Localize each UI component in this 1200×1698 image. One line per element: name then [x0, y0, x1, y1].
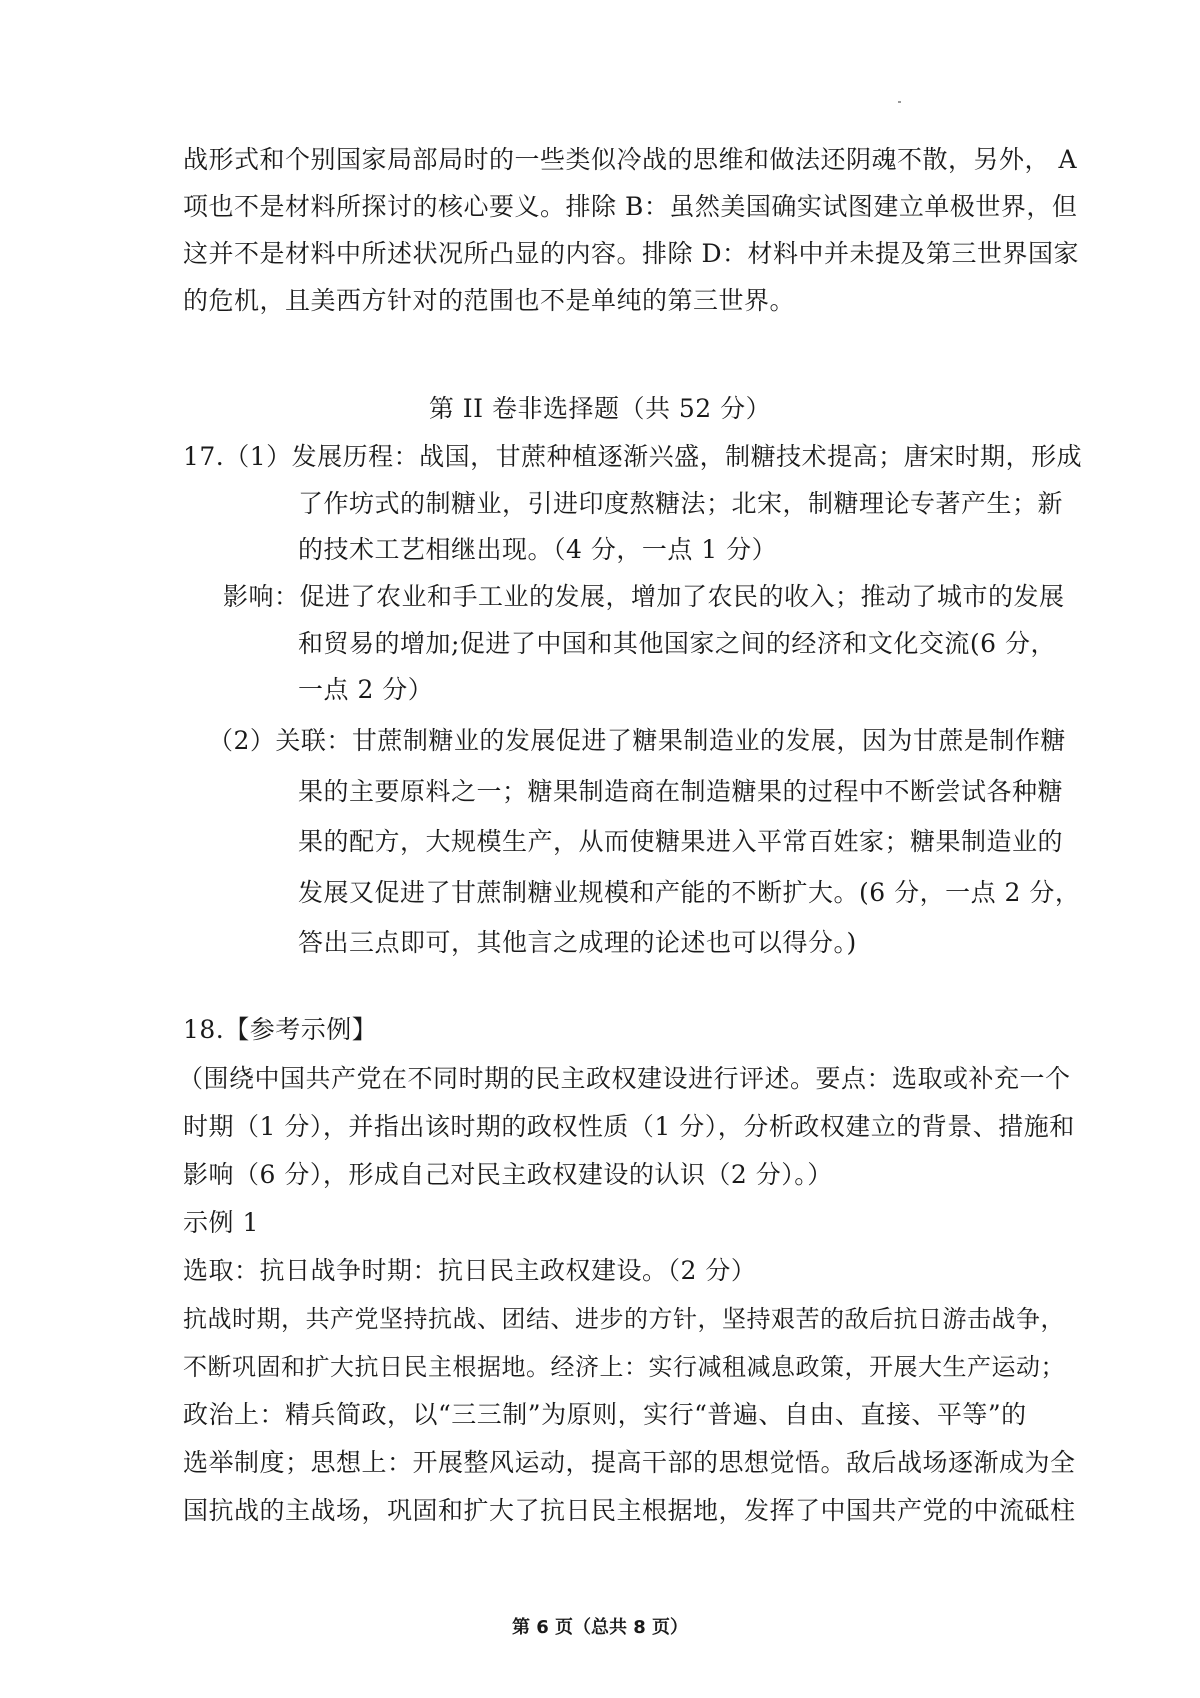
q18-body-line-4: 选举制度；思想上：开展整风运动，提高干部的思想觉悟。敌后战场逐渐成为全: [183, 1448, 1076, 1477]
q17-part1-line-3: 的技术工艺相继出现。（4 分，一点 1 分）: [298, 535, 778, 564]
q18-body-line-5: 国抗战的主战场，巩固和扩大了抗日民主根据地，发挥了中国共产党的中流砥柱: [183, 1496, 1076, 1525]
page-number-footer: 第 6 页（总共 8 页）: [511, 1617, 689, 1638]
intro-line-2: 项也不是材料所探讨的核心要义。排除 B：虽然美国确实试图建立单极世界，但: [183, 192, 1078, 221]
q17-impact-line-3: 一点 2 分）: [298, 675, 434, 704]
q18-example-label: 示例 1: [183, 1208, 259, 1237]
q17-part1-line-2: 了作坊式的制糖业，引进印度熬糖法；北宋，制糖理论专著产生；新: [298, 489, 1064, 518]
q18-guidance-line-1: （围绕中国共产党在不同时期的民主政权建设进行评述。要点：选取或补充一个: [178, 1064, 1071, 1093]
q17-part2-line-5: 答出三点即可，其他言之成理的论述也可以得分。): [298, 928, 857, 957]
intro-line-4: 的危机，且美西方针对的范围也不是单纯的第三世界。: [183, 286, 796, 315]
intro-line-1: 战形式和个别国家局部局时的一些类似冷战的思维和做法还阴魂不散，另外， A: [183, 145, 1078, 174]
scan-speck: [898, 101, 901, 103]
q17-impact-line-1: 影响：促进了农业和手工业的发展，增加了农民的收入；推动了城市的发展: [223, 582, 1065, 611]
q17-part2-line-4: 发展又促进了甘蔗制糖业规模和产能的不断扩大。(6 分，一点 2 分，: [298, 878, 1081, 907]
q18-selection: 选取：抗日战争时期：抗日民主政权建设。（2 分）: [183, 1256, 757, 1285]
q17-impact-line-2: 和贸易的增加;促进了中国和其他国家之间的经济和文化交流(6 分，: [298, 629, 1057, 658]
q18-body-line-2: 不断巩固和扩大抗日民主根据地。经济上：实行减租减息政策，开展大生产运动；: [183, 1353, 1065, 1381]
q17-part2-line-2: 果的主要原料之一；糖果制造商在制造糖果的过程中不断尝试各种糖: [298, 777, 1064, 806]
q17-part2-line-3: 果的配方，大规模生产，从而使糖果进入平常百姓家；糖果制造业的: [298, 827, 1064, 856]
q17-part1-line-1: 17.（1）发展历程：战国，甘蔗种植逐渐兴盛，制糖技术提高；唐宋时期，形成: [183, 442, 1083, 471]
q18-guidance-line-3: 影响（6 分），形成自己对民主政权建设的认识（2 分）。）: [183, 1160, 833, 1189]
q18-body-line-3: 政治上：精兵简政，以“三三制”为原则，实行“普遍、自由、直接、平等”的: [183, 1400, 1027, 1429]
section-title: 第 II 卷非选择题（共 52 分）: [428, 394, 772, 423]
q17-part2-line-1: （2）关联：甘蔗制糖业的发展促进了糖果制造业的发展，因为甘蔗是制作糖: [208, 726, 1066, 755]
q18-heading: 18.【参考示例】: [183, 1015, 378, 1044]
q18-body-line-1: 抗战时期，共产党坚持抗战、团结、进步的方针，坚持艰苦的敌后抗日游击战争，: [183, 1305, 1065, 1333]
intro-line-3: 这并不是材料中所述状况所凸显的内容。排除 D：材料中并未提及第三世界国家: [183, 239, 1079, 268]
q18-guidance-line-2: 时期（1 分），并指出该时期的政权性质（1 分），分析政权建立的背景、措施和: [183, 1112, 1075, 1141]
